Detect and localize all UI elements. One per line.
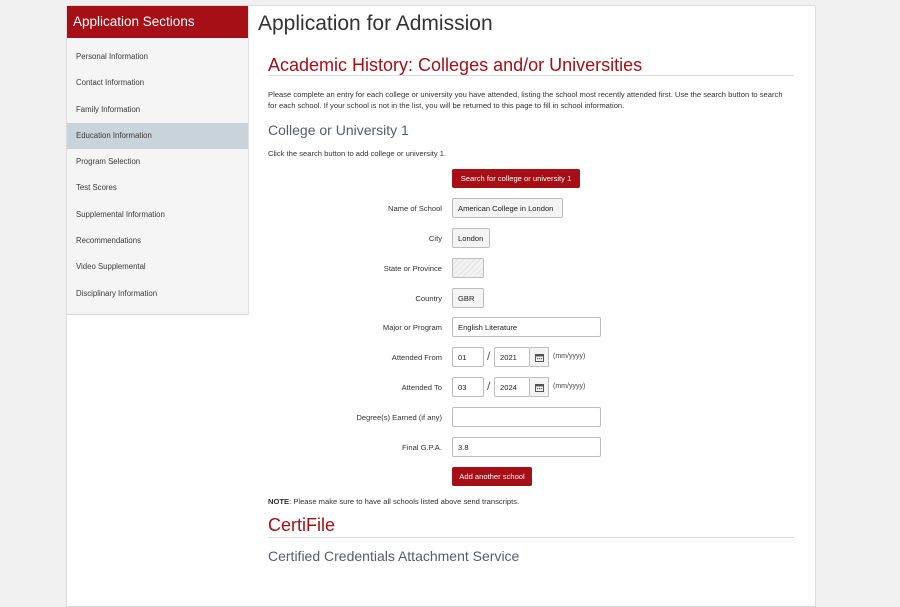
sidebar-item-program-selection[interactable]: Program Selection (76, 157, 141, 167)
date-separator: / (487, 379, 491, 393)
attended-from-year-input[interactable]: 2021 (494, 347, 530, 367)
attended-from-label: Attended From (391, 353, 442, 362)
intro-text: Please complete an entry for each college or university you have attended, listing the school most recently attended first. Use the search button to search for each school. If your school is not in the list, you will be returned to this page to fill in school information. (268, 90, 783, 110)
sidebar-item-family-information[interactable]: Family Information (76, 104, 141, 114)
sidebar (67, 6, 249, 315)
note-text: : Please make sure to have all schools listed above send transcripts. (289, 497, 520, 506)
search-college-button[interactable]: Search for college or university 1 (452, 169, 580, 188)
name-of-school-field: American College in London (452, 198, 563, 218)
note-label: NOTE (268, 497, 290, 506)
sidebar-item-personal-information[interactable]: Personal Information (76, 52, 148, 61)
date-separator: / (487, 349, 491, 363)
sidebar-item-video-supplemental[interactable]: Video Supplemental (76, 262, 146, 272)
page-title: Application for Admission (258, 12, 493, 35)
sidebar-item-contact-information[interactable]: Contact Information (76, 78, 145, 88)
attended-from-month-input[interactable]: 01 (452, 347, 484, 367)
calendar-icon (535, 353, 544, 362)
certifile-divider (268, 537, 794, 538)
sidebar-item-test-scores[interactable]: Test Scores (76, 183, 117, 193)
calendar-button-from[interactable] (530, 347, 549, 367)
country-label: Country (415, 294, 442, 303)
sidebar-header: Application Sections (67, 6, 248, 38)
sidebar-item-supplemental-information[interactable]: Supplemental Information (76, 209, 165, 219)
sidebar-item-disciplinary-information[interactable]: Disciplinary Information (76, 288, 158, 298)
sidebar-item-recommendations[interactable]: Recommendations (76, 236, 142, 246)
calendar-button-to[interactable] (530, 377, 549, 397)
gpa-label: Final G.P.A. (402, 443, 442, 452)
degree-input[interactable] (452, 407, 601, 427)
sidebar-item-education-information[interactable]: Education Information (67, 123, 248, 149)
certifile-subtitle: Certified Credentials Attachment Service (268, 548, 520, 564)
note (268, 497, 519, 506)
country-field: GBR (452, 288, 484, 308)
state-label: State or Province (383, 264, 442, 273)
major-input[interactable]: English Literature (452, 317, 601, 337)
date-format-hint: (mm/yyyy) (553, 383, 586, 390)
certifile-title: CertiFile (268, 515, 336, 535)
major-label: Major or Program (382, 323, 442, 332)
college-title: College or University 1 (268, 122, 409, 138)
degree-label: Degree(s) Earned (if any) (356, 413, 442, 422)
section-title: Academic History: Colleges and/or Universities (268, 55, 643, 75)
name-of-school-label: Name of School (387, 204, 442, 213)
section-divider (268, 75, 794, 76)
sidebar-list (67, 44, 248, 307)
city-label: City (428, 234, 442, 243)
attended-to-year-input[interactable]: 2024 (494, 377, 530, 397)
city-field: London (452, 228, 490, 248)
attended-to-label: Attended To (401, 383, 442, 392)
calendar-icon (535, 383, 544, 392)
college-instruction: Click the search button to add college or university 1. (268, 149, 447, 158)
add-another-school-button[interactable]: Add another school (452, 467, 532, 486)
state-field (452, 258, 484, 278)
date-format-hint: (mm/yyyy) (553, 353, 586, 360)
gpa-input[interactable]: 3.8 (452, 437, 601, 457)
attended-to-month-input[interactable]: 03 (452, 377, 484, 397)
